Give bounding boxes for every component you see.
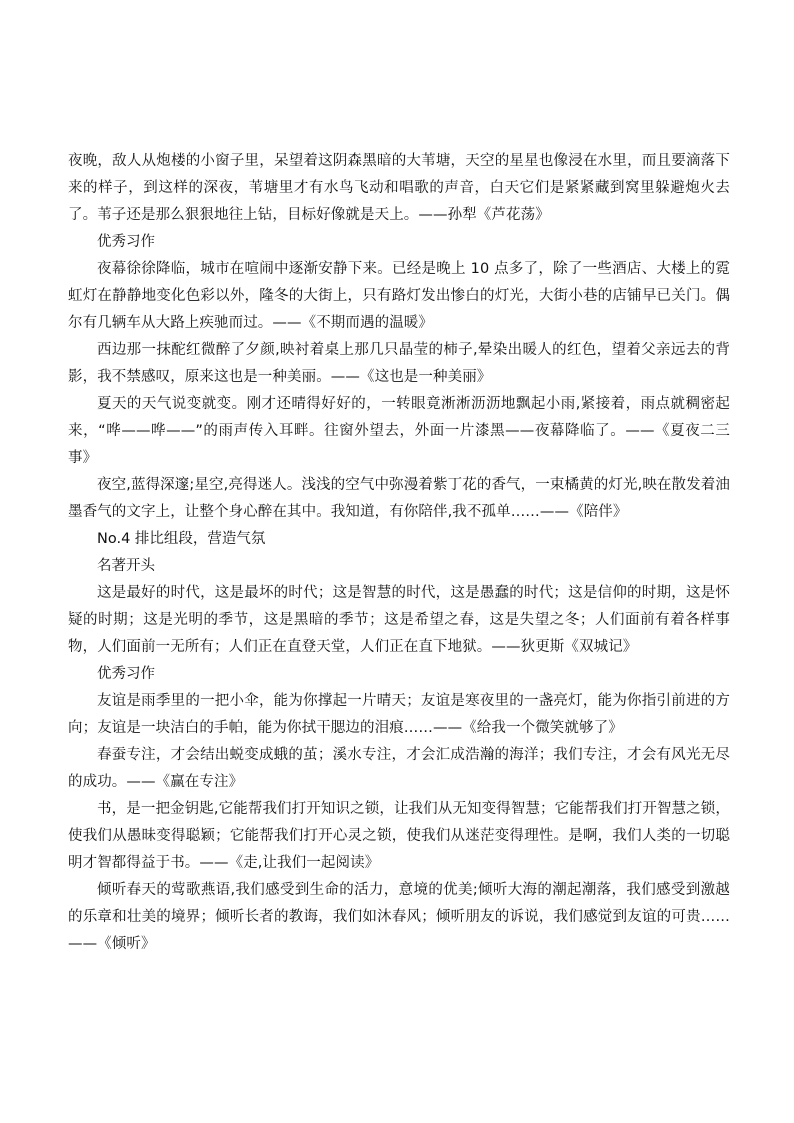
document-page [68,148,730,958]
paragraph-reading: 书，是一把金钥匙,它能帮我们打开知识之锁，让我们从无知变得智慧；它能帮我们打开智慧之锁，使我们从愚昧变得聪颖；它能帮我们打开心灵之锁，使我们从迷茫变得理性。是啊，我们人类的一切聪明才智都得益于书。——《走,让我们一起阅读》 [68,801,730,871]
section-heading-no4: No.4 排比组段，营造气氛 [97,531,266,547]
heading-classic-openings: 名著开头 [97,558,155,574]
paragraph-luhuadang: 夜晚，敌人从炮楼的小窗子里，呆望着这阴森黑暗的大苇塘，天空的星星也像浸在水里，而且要滴落下来的样子，到这样的深夜，苇塘里才有水鸟飞动和唱歌的声音，白天它们是紧紧藏到窝里躲避炮火去了。苇子还是那么狠狠地往上钻，目标好像就是天上。——孙犁《芦花荡》 [68,153,730,223]
heading-excellent-essays-2: 优秀习作 [97,666,155,682]
paragraph-warmth: 夜幕徐徐降临，城市在喧闹中逐渐安静下来。已经是晚上 10 点多了，除了一些酒店、大楼上的霓虹灯在静静地变化色彩以外，隆冬的大街上，只有路灯发出惨白的灯光，大街小巷的店铺早已关门。偶尔有几辆车从大路上疾驰而过。——《不期而遇的温暖》 [68,261,730,331]
paragraph-summer-night: 夏天的天气说变就变。刚才还晴得好好的，一转眼竟淅淅沥沥地飘起小雨,紧接着，雨点就稠密起来，“哗——哗——”的雨声传入耳畔。往窗外望去，外面一片漆黑——夜幕降临了。——《夏夜二三事》 [68,396,730,466]
heading-excellent-essays-1: 优秀习作 [97,234,155,250]
paragraph-beauty: 西边那一抹酡红微醉了夕颜,映衬着桌上那几只晶莹的柿子,晕染出暖人的红色，望着父亲远去的背影，我不禁感叹，原来这也是一种美丽。——《这也是一种美丽》 [68,342,730,385]
paragraph-listening: 倾听春天的莺歌燕语,我们感受到生命的活力，意境的优美;倾听大海的潮起潮落，我们感受到激越的乐章和壮美的境界；倾听长者的教诲，我们如沐春风；倾听朋友的诉说，我们感觉到友谊的可贵……——《倾听》 [68,882,730,952]
paragraph-companionship: 夜空,蓝得深邃;星空,亮得迷人。浅浅的空气中弥漫着紫丁花的香气，一束橘黄的灯光,映在散发着油墨香气的文字上，让整个身心醉在其中。我知道，有你陪伴,我不孤单……——《陪伴》 [68,477,730,520]
paragraph-friendship: 友谊是雨季里的一把小伞，能为你撑起一片晴天；友谊是寒夜里的一盏亮灯，能为你指引前进的方向；友谊是一块洁白的手帕，能为你拭干腮边的泪痕……——《给我一个微笑就够了》 [68,693,730,736]
paragraph-tale-of-two-cities: 这是最好的时代，这是最坏的时代；这是智慧的时代，这是愚蠢的时代；这是信仰的时期，这是怀疑的时期；这是光明的季节，这是黑暗的季节；这是希望之春，这是失望之冬；人们面前有着各样事物，人们面前一无所有；人们正在直登天堂，人们正在直下地狱。——狄更斯《双城记》 [68,585,730,655]
paragraph-focus: 春蚕专注，才会结出蜕变成蛾的茧；溪水专注，才会汇成浩瀚的海洋；我们专注，才会有风光无尽的成功。——《赢在专注》 [68,747,730,790]
